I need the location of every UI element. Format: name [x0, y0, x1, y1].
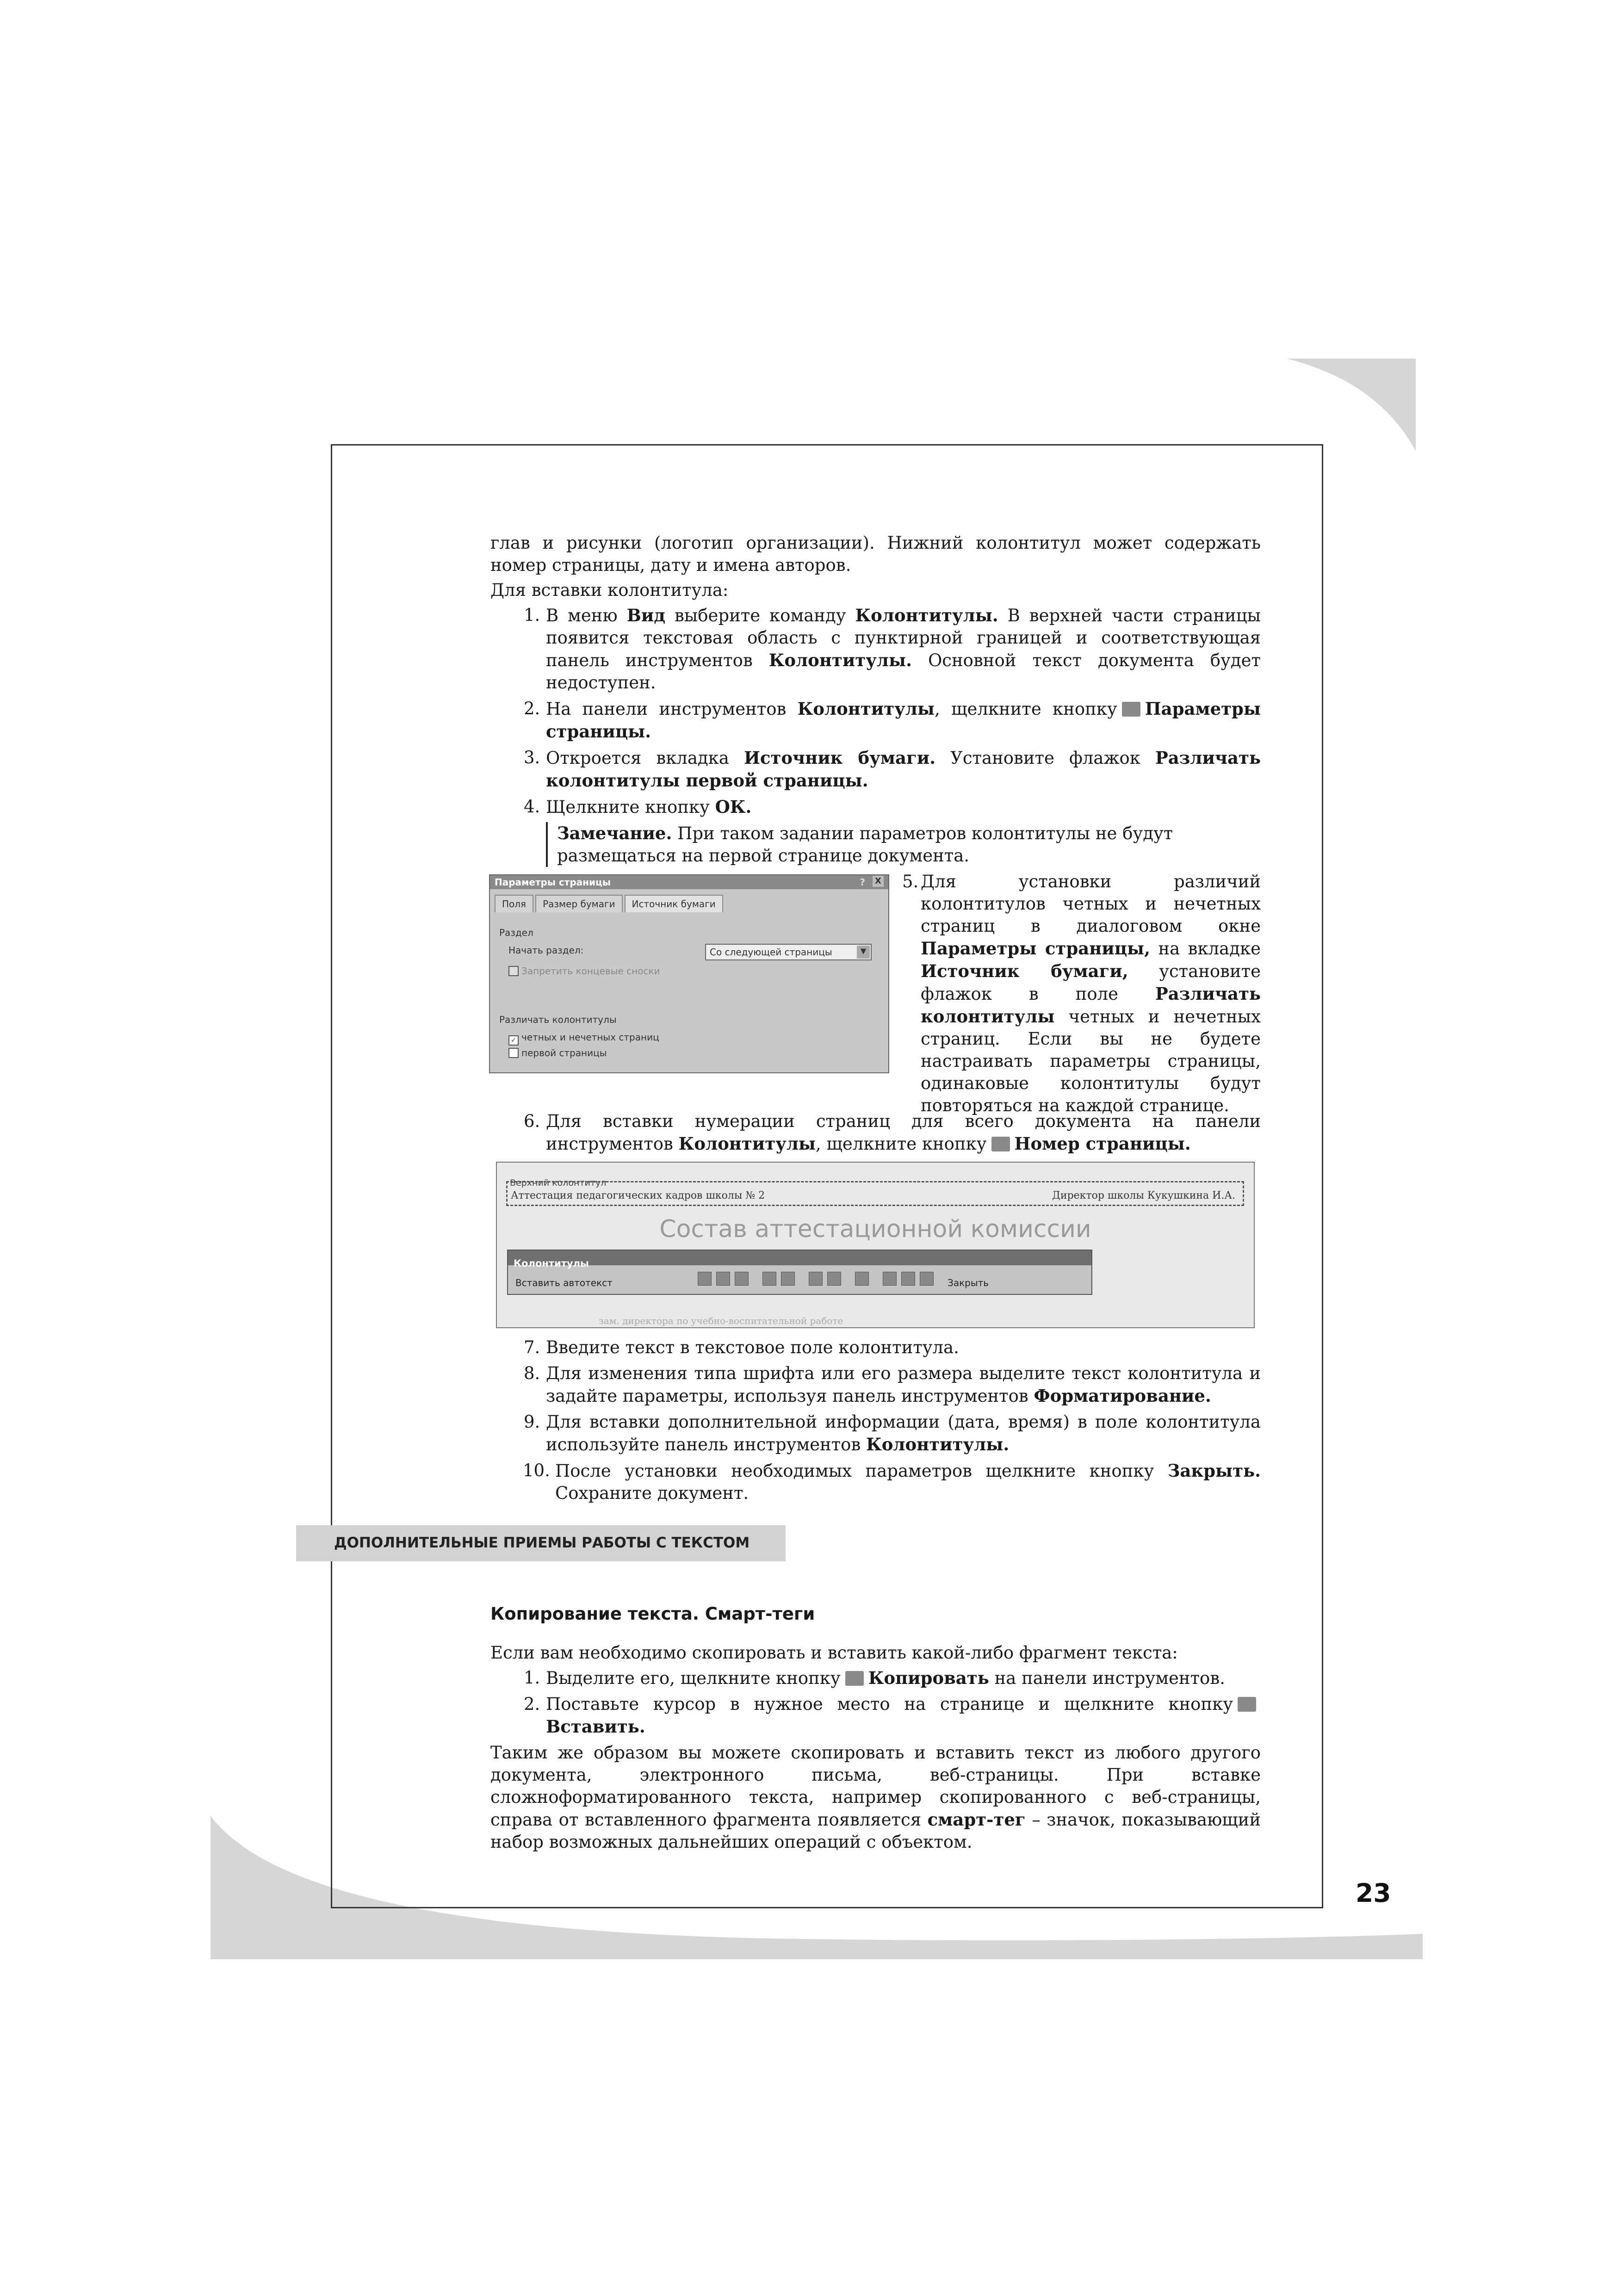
insert-page-number-icon[interactable] — [698, 1272, 712, 1286]
document-title: Состав аттестационной комиссии — [659, 1215, 1091, 1243]
tab-margins[interactable]: Поля — [495, 895, 533, 912]
page-setup-dialog — [489, 874, 889, 1073]
intro-lead: Для вставки колонтитула: — [490, 580, 729, 600]
page-content — [490, 532, 1261, 1508]
list-item: 3. Откроется вкладка Источник бумаги. Установите флажок Различать колонтитулы первой страницы. — [524, 748, 1261, 791]
list-item: 6. Для вставки нумерации страниц для всего документа на панели инструментов Колонтитулы, щелкните кнопку Номер страницы. — [524, 1111, 1261, 1154]
help-button[interactable]: ? — [860, 877, 865, 888]
list-item: 2. На панели инструментов Колонтитулы, щелкните кнопку Параметры страницы. — [524, 699, 1261, 742]
insert-time-icon[interactable] — [781, 1272, 795, 1286]
section-start-select[interactable]: Со следующей страницы ▼ — [705, 944, 872, 960]
copy-intro: Если вам необходимо скопировать и вставить какой-либо фрагмент текста: — [490, 1643, 1178, 1663]
header-toolbar-screenshot — [496, 1162, 1255, 1328]
intro-paragraph: глав и рисунки (логотип организации). Нижний колонтитул может содержать номер страницы, дату и имена авторов. — [490, 533, 1261, 575]
subsection-title: Копирование текста. Смарт-теги — [490, 1604, 815, 1624]
list-item: 1. Выделите его, щелкните кнопку Копировать на панели инструментов. — [524, 1668, 1225, 1688]
show-previous-icon[interactable] — [901, 1272, 915, 1286]
insert-autotext-button[interactable]: Вставить автотекст — [515, 1277, 613, 1288]
insert-page-count-icon[interactable] — [716, 1272, 730, 1286]
list-item: 8. Для изменения типа шрифта или его размера выделите текст колонтитула и задайте параметры, используя панель инструментов Форматирование. — [524, 1363, 1261, 1406]
toolbar-title: Колонтитулы — [508, 1250, 1091, 1265]
headers-footers-label: Различать колонтитулы — [499, 1014, 617, 1025]
faint-document-line: зам. директора по учебно-воспитательной работе — [599, 1315, 843, 1326]
step-5-text: 5. Для установки различий колонтитулов четных и нечетных страниц в диалоговом окне Параметры страницы, на вкладке Источник бумаги, установите флажок в поле Различать колонтитулы четных и нечетных страниц. Если вы не будете настраивать параметры страницы, одинаковые колонтитулы будут повторяться на каждой странице. — [902, 872, 1261, 1115]
header-area-label: Верхний колонтитул — [510, 1178, 607, 1188]
section-banner: ДОПОЛНИТЕЛЬНЫЕ ПРИЕМЫ РАБОТЫ С ТЕКСТОМ — [296, 1525, 786, 1561]
decorative-top-corner — [1277, 359, 1425, 456]
close-button[interactable]: X — [873, 876, 884, 887]
page-setup-icon[interactable] — [809, 1272, 823, 1286]
final-paragraph: Таким же образом вы можете скопировать и вставить текст из любого другого документа, электронного письма, веб-страницы. При вставке сложноформатированного текста, например скопированного с веб-страницы, справа от вставленного фрагмента появляется смарт-тег – значок, показывающий набор возможных дальнейших операций с объектом. — [490, 1743, 1261, 1852]
list-item: 7. Введите текст в текстовое поле колонтитула. — [524, 1337, 959, 1357]
show-next-icon[interactable] — [920, 1272, 934, 1286]
switch-header-footer-icon[interactable] — [883, 1272, 897, 1286]
copy-section — [490, 1603, 1261, 1856]
header-right-text: Директор школы Кукушкина И.А. — [1052, 1190, 1235, 1201]
tab-paper-size[interactable]: Размер бумаги — [535, 895, 622, 912]
paste-icon — [1238, 1697, 1256, 1712]
dialog-title-bar: Параметры страницы ? X — [490, 875, 888, 889]
format-page-number-icon[interactable] — [735, 1272, 749, 1286]
section-group-label: Раздел — [499, 927, 533, 938]
list-item: 9. Для вставки дополнительной информации (дата, время) в поле колонтитула используйте панель инструментов Колонтитулы. — [524, 1412, 1261, 1454]
suppress-endnotes-checkbox[interactable]: Запретить концевые сноски — [508, 965, 660, 977]
insert-date-icon[interactable] — [762, 1272, 776, 1286]
dialog-section — [490, 871, 1261, 1115]
list-item: 2. Поставьте курсор в нужное место на странице и щелкните кнопкуВставить. — [490, 1693, 1261, 1738]
note-block: Замечание. При таком задании параметров колонтитулы не будут размещаться на первой странице документа. — [546, 822, 1261, 867]
header-left-text: Аттестация педагогических кадров школы № 2 — [511, 1190, 765, 1201]
page-setup-icon — [1122, 702, 1140, 717]
show-hide-text-icon[interactable] — [827, 1272, 841, 1286]
list-item: 1. В меню Вид выберите команду Колонтитулы. В верхней части страницы появится текстовая область с пунктирной границей и соответствующая панель инструментов Колонтитулы. Основной текст документа будет недоступен. — [524, 605, 1261, 693]
dialog-tabs — [495, 895, 725, 912]
even-odd-checkbox[interactable]: ✓ четных и нечетных страниц — [508, 1032, 659, 1046]
list-item: 10. После установки необходимых параметров щелкните кнопку Закрыть. Сохраните документ. — [523, 1461, 1261, 1503]
copy-icon — [845, 1671, 864, 1686]
page-number: 23 — [1356, 1878, 1391, 1908]
header-footer-toolbar — [507, 1250, 1092, 1295]
chevron-down-icon: ▼ — [857, 946, 870, 959]
list-item: 4. Щелкните кнопку ОК. — [524, 797, 752, 817]
page-number-icon — [991, 1137, 1010, 1151]
first-page-checkbox[interactable]: первой страницы — [508, 1047, 607, 1058]
section-start-label: Начать раздел: — [508, 945, 584, 956]
same-as-previous-icon[interactable] — [855, 1272, 869, 1286]
tab-paper-source[interactable]: Источник бумаги — [625, 895, 723, 912]
close-toolbar-button[interactable]: Закрыть — [948, 1277, 989, 1288]
